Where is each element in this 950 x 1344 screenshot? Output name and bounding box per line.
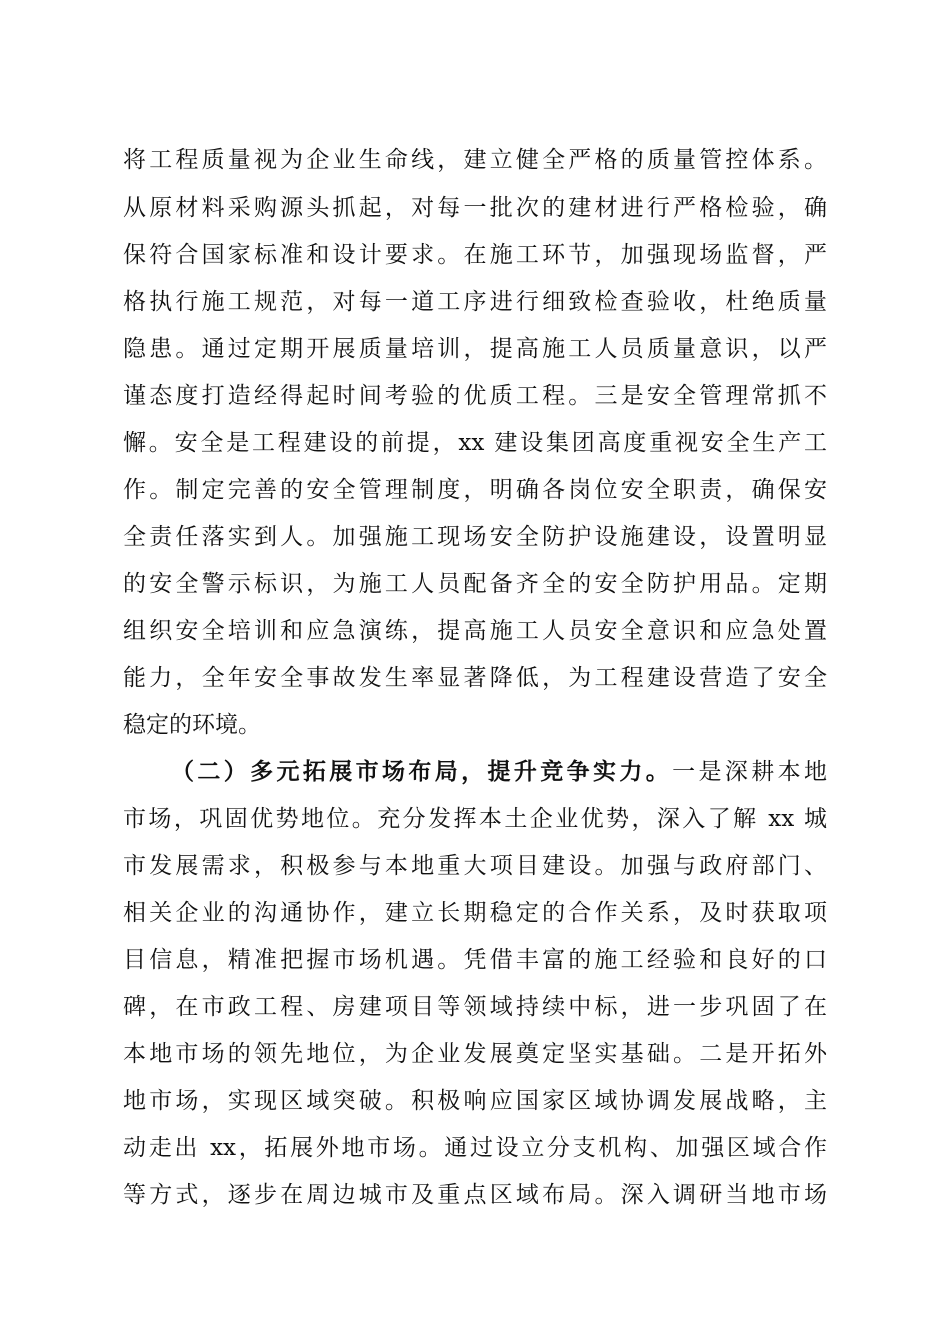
heading-line-rest: 一是深耕本地 bbox=[672, 759, 827, 785]
section-heading: （二）多元拓展市场布局，提升竞争实力。 bbox=[171, 758, 673, 785]
text-line: 隐患。通过定期开展质量培训，提高施工人员质量意识，以严 bbox=[123, 336, 827, 362]
text-line: 市场，巩固优势地位。充分发挥本土企业优势，深入了解 xx 城 bbox=[123, 806, 827, 832]
text-line: 保符合国家标准和设计要求。在施工环节，加强现场监督，严 bbox=[123, 242, 827, 268]
text-line: 全责任落实到人。加强施工现场安全防护设施建设，设置明显 bbox=[123, 524, 827, 550]
text-line: 碑，在市政工程、房建项目等领域持续中标，进一步巩固了在 bbox=[123, 994, 827, 1020]
text-line: 地市场，实现区域突破。积极响应国家区域协调发展战略，主 bbox=[123, 1088, 827, 1114]
text-line: 目信息，精准把握市场机遇。凭借丰富的施工经验和良好的口 bbox=[123, 947, 827, 973]
paragraph-heading-line bbox=[171, 757, 827, 787]
text-line: 格执行施工规范，对每一道工序进行细致检查验收，杜绝质量 bbox=[123, 289, 827, 315]
text-line: 动走出 xx，拓展外地市场。通过设立分支机构、加强区域合作 bbox=[123, 1135, 827, 1161]
text-line: 懈。安全是工程建设的前提，xx 建设集团高度重视安全生产工 bbox=[123, 430, 827, 456]
text-line: 相关企业的沟通协作，建立长期稳定的合作关系，及时获取项 bbox=[123, 900, 827, 926]
text-line: 市发展需求，积极参与本地重大项目建设。加强与政府部门、 bbox=[123, 853, 827, 879]
text-line: 稳定的环境。 bbox=[123, 712, 261, 738]
text-line: 等方式，逐步在周边城市及重点区域布局。深入调研当地市场 bbox=[123, 1182, 827, 1208]
text-line: 将工程质量视为企业生命线，建立健全严格的质量管控体系。 bbox=[123, 147, 827, 173]
text-line: 作。制定完善的安全管理制度，明确各岗位安全职责，确保安 bbox=[123, 477, 827, 503]
text-line: 能力，全年安全事故发生率显著降低，为工程建设营造了安全 bbox=[123, 665, 827, 691]
text-line: 从原材料采购源头抓起，对每一批次的建材进行严格检验，确 bbox=[123, 195, 827, 221]
text-line: 谨态度打造经得起时间考验的优质工程。三是安全管理常抓不 bbox=[123, 383, 827, 409]
text-line: 组织安全培训和应急演练，提高施工人员安全意识和应急处置 bbox=[123, 618, 827, 644]
text-line: 的安全警示标识，为施工人员配备齐全的安全防护用品。定期 bbox=[123, 571, 827, 597]
text-line: 本地市场的领先地位，为企业发展奠定坚实基础。二是开拓外 bbox=[123, 1041, 827, 1067]
